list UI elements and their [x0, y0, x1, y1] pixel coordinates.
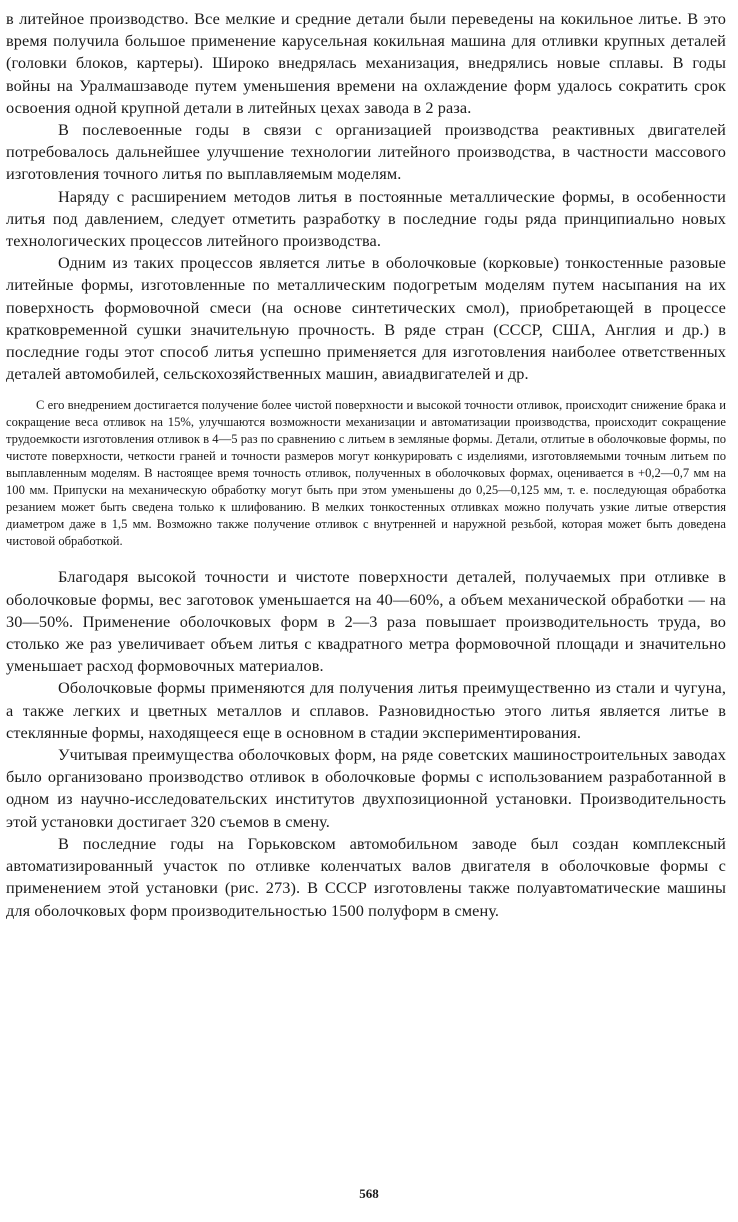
paragraph-continuation: в литейное производство. Все мелкие и средние детали были переведены на кокильное литье. В это время получила большое применение карусельная кокильная машина для отливки крупных деталей (головки блоков, картеры). Широко внедрялась механизация, внедрялись новые сплавы. В годы войны на Уралмашзаводе путем уменьшения времени на охлаждение форм удалось сократить срок освоения одной крупной детали в литейных цехах завода в 2 раза. [6, 9, 726, 117]
paragraph-shell-molding: Одним из таких процессов является литье в оболочковые (корковые) тонкостенные разовые литейные формы, изготовленные по металлическим подогретым моделям путем насыпания на их поверхность формовочной смеси (на основе синтетических смол), приобретающей в процессе кратковременной сушки значительную прочность. В ряде стран (СССР, США, Англия и др.) в последние годы этот способ литья успешно применяется для изготовления наиболее ответственных деталей автомобилей, сельскохозяйственных машин, авиадвигателей и др. [6, 253, 726, 384]
paragraph-applications: Оболочковые формы применяются для получения литья преимущественно из стали и чугуна, а также легких и цветных металлов и сплавов. Разновидностью этого литья является литье в стеклянные формы, находящееся еще в основном в стадии экспериментирования. [6, 678, 726, 742]
paragraph-postwar: В послевоенные годы в связи с организацией производства реактивных двигателей потребовалось дальнейшее улучшение технологии литейного производства, в частности массового изготовления точного литья по выплавляемым моделям. [6, 120, 726, 184]
paragraph-soviet-plants: Учитывая преимущества оболочковых форм, на ряде советских машиностроительных заводах было организовано производство отливок в оболочковые формы с использованием разработанной в одном из научно-исследовательских институтов двухпозиционной установки. Производительность этой установки достигает 320 съемов в смену. [6, 745, 726, 831]
paragraph-precision: Благодаря высокой точности и чистоте поверхности деталей, получаемых при отливке в оболочковые формы, вес заготовок уменьшается на 40—60%, а объем механической обработки — на 30—50%. Применение оболочковых форм в 2—3 раза повышает производительность труда, во столько же раз увеличивает объем литья с квадратного метра формовочной площади и значительно уменьшает расход формовочных материалов. [6, 567, 726, 676]
paragraph-new-processes: Наряду с расширением методов литья в постоянные металлические формы, в особенности литья под давлением, следует отметить разработку в последние годы ряда принципиально новых технологических процессов литейного производства. [6, 186, 726, 251]
paragraph-gaz-plant: В последние годы на Горьковском автомобильном заводе был создан комплексный автоматизированный участок по отливке коленчатых валов двигателя в оболочковые формы с применением этой установки (рис. 273). В СССР изготовлены также полуавтоматические машины для оболочковых форм производительностью 1500 полуформ в смену. [6, 833, 726, 920]
page-number: 568 [359, 1186, 379, 1201]
small-print-note: С его внедрением достигается получение более чистой поверхности и высокой точности отливок, происходит снижение брака и сокращение веса отливок на 15%, улучшаются возможности механизации и автоматизации производства, происходит сокращение трудоемкости изготовления отливок в 4—5 раз по сравнению с литьем в земляные формы. Детали, отлитые в оболочковые формы, по чистоте поверхности, четкости граней и точности размеров могут конкурировать с изделиями, изготовляемыми точным литьем по выплавленным моделям. В настоящее время точность отливок, полученных в оболочковых формах, оценивается в +0,2—0,7 мм на 100 мм. Припуски на механическую обработку могут быть при этом уменьшены до 0,25—0,125 мм, т. е. последующая обработка резанием может быть сведена только к шлифованию. В мелких тонкостенных отливках можно получать узкие литые отверстия диаметром даже в 1,5 мм. Возможно также получение отливок с внутренней и наружной резьбой, которая может быть доведена чистовой обработкой. [6, 398, 726, 549]
